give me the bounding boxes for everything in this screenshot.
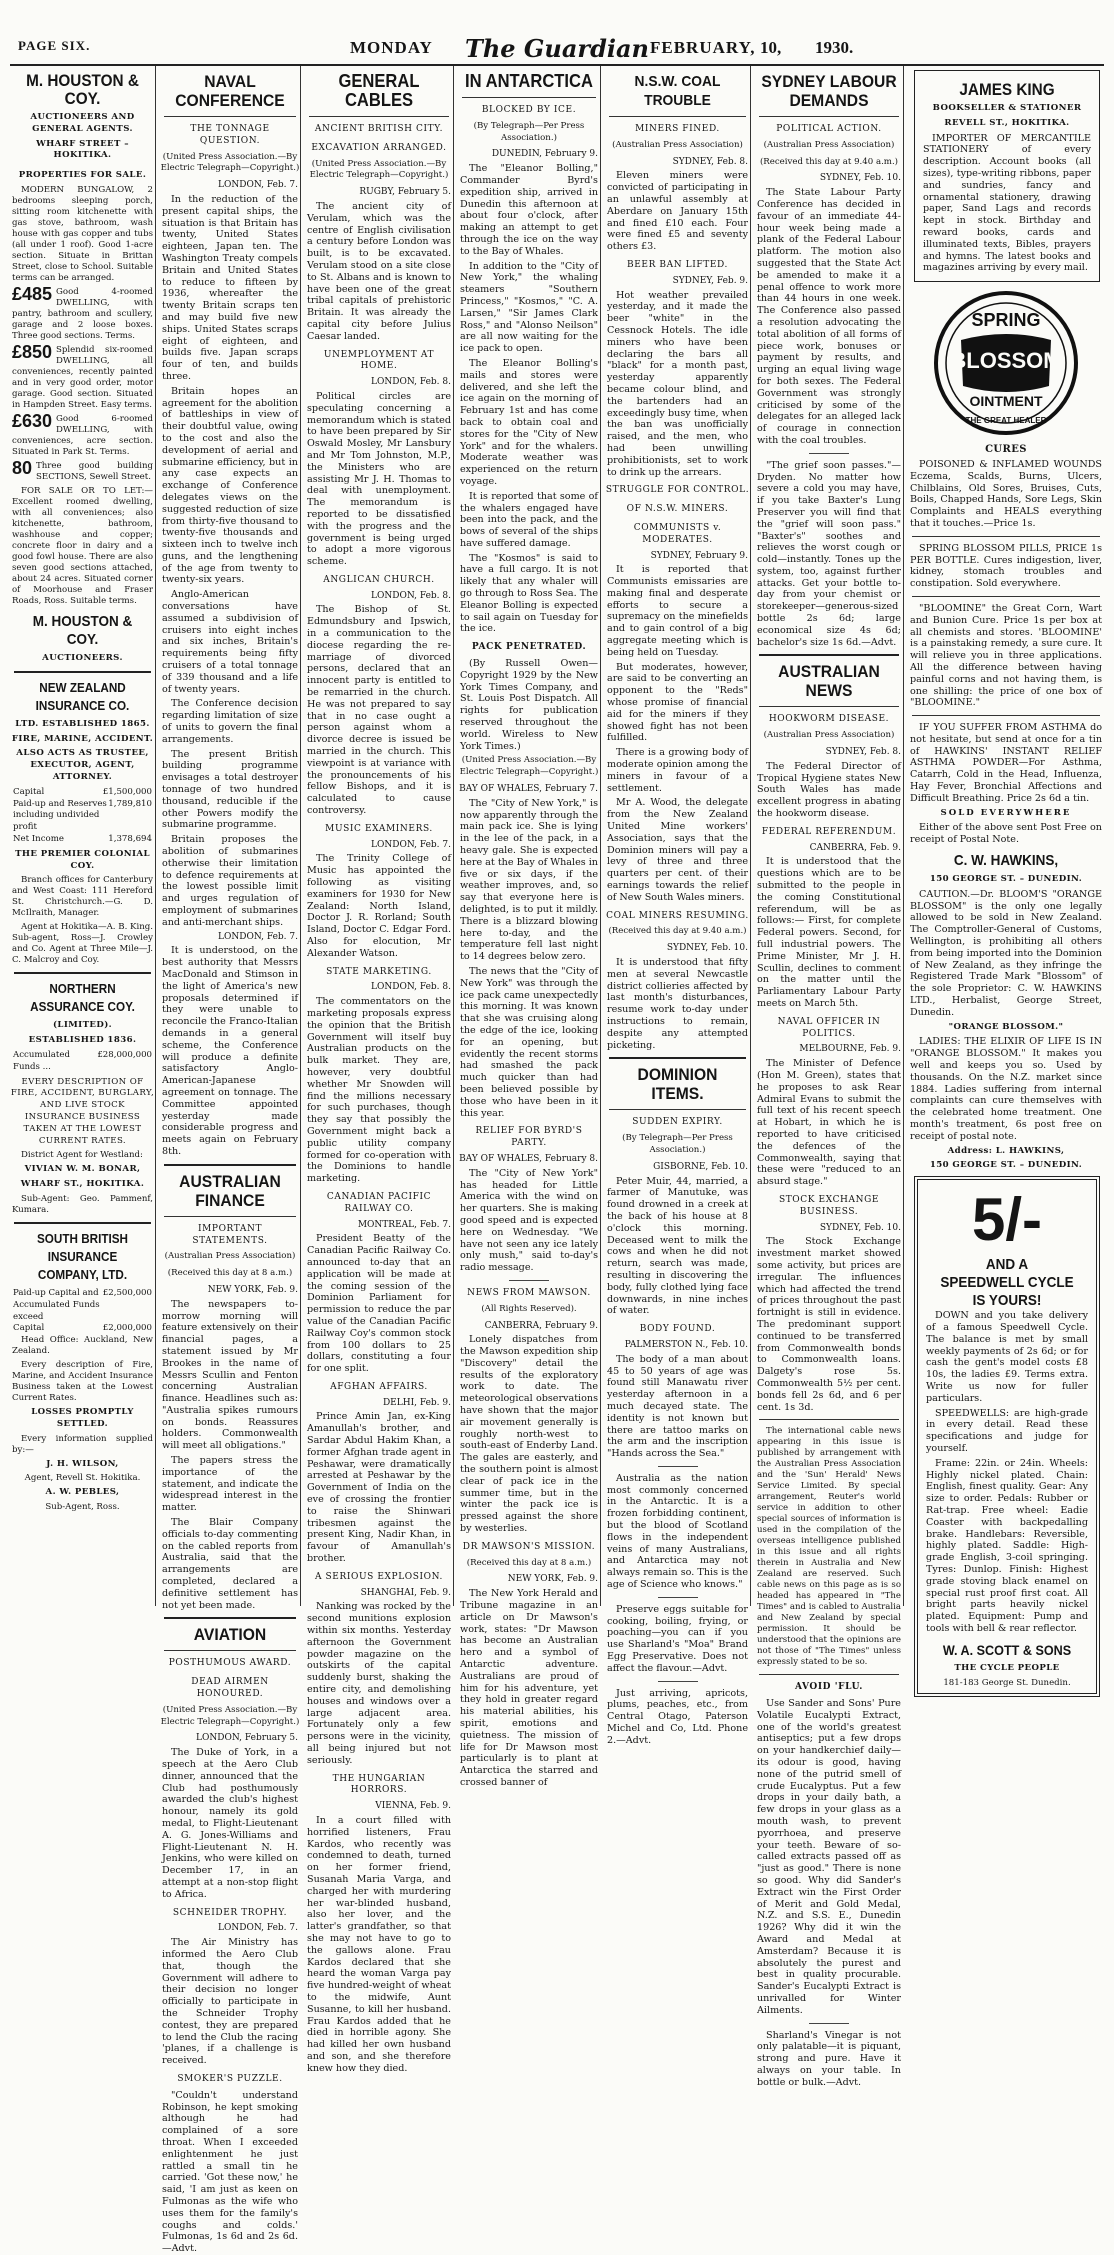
referendum-paragraph: It is understood that the questions which are to be submitted to the people in the coming Constitutional referendum, will be as follows:— First, for complete Federal powers. Second, for full industrial powers. The Prime Minister, Mr J. H. Scullin, declines to comment on the matter until the Parliamentary Labour Party meets on March 5th. <box>757 856 901 1009</box>
miners-fined-subhead: MINERS FINED. <box>635 124 720 134</box>
anglican-subhead: ANGLICAN CHURCH. <box>323 574 435 585</box>
cpr-dateline: MONTREAL, Feb. 7. <box>357 1219 451 1230</box>
aviation-headline: AVIATION <box>193 1625 267 1645</box>
coal-resuming-subhead: COAL MINERS RESUMING. <box>606 910 749 921</box>
caution-text: CAUTION.—Dr. BLOOM'S "ORANGE BLOSSOM" is the only one legally allowed to be sold in New Zealand. The Comptroller-General of Customs, Wellington, is prohibiting all others from being imported into the Dominion of New Zealand, as they infringe the Registered Trade Mark "Blossom" of the sole Proprietor: C. W. HAWKINS LTD., Herbalist, George Street, Dunedin. <box>910 888 1102 1018</box>
music-paragraph: The Trinity College of Music has appointed the following as visiting examiners for 1930 for New Zealand: North Island, Doctor J. R. Rorland; South Island, Doctor C. Edgar Ford. Also for elocution, Mr Alexander Watson. <box>307 853 451 959</box>
bungalow-listing: MODERN BUNGALOW, 2 bedrooms sleeping porch, sitting room kitchenette with gas stove, bathroom, wash house with gas copper and tubs (all under 1 roof). Good 1-acre section. Situate in Brittan Street, close to School. Suitable terms can be arranged. <box>12 184 153 283</box>
northern-description: EVERY DESCRIPTION OF FIRE, ACCIDENT, BURGLARY, AND LIVE STOCK INSURANCE BUSINESS TAKEN AT THE LOWEST CURRENT RATES. <box>10 1076 155 1146</box>
branch-offices: Branch offices for Canterbury and West Coast: 111 Hereford St. Christchurch.—G. D. McIlraith, Manager. <box>12 875 153 919</box>
baxters-ad: "The grief soon passes."—Dryden. No matter how severe a cold you may have, if you take Baxter's Lung Preserver you will find that the "grief will soon pass." "Baxter's" soothes and relieves the worst cough or cold—instantly. Tones up the system, too, against further attacks. Get your bottle to-day from your chemist or storekeeper—generous-sized bottle 2s 6d; large economical size 4s 6d; bachelor's size 1s 6d.—Advt. <box>757 459 901 648</box>
coal-resuming-paragraph: It is understood that fifty men at several Newcastle district collieries affected by last month's disturbances, resume work to-day under instructions to remain, despite any attempted picketing. <box>607 957 748 1051</box>
antarctica-headline: IN ANTARCTICA <box>465 71 593 91</box>
unemployment-dateline: LONDON, Feb. 8. <box>371 377 451 388</box>
pebles-role: Sub-Agent, Ross. <box>45 1502 120 1513</box>
gisborne-dateline: GISBORNE, Feb. 10. <box>653 1161 748 1172</box>
avoid-flu-subhead: AVOID 'FLU. <box>795 1682 863 1693</box>
naval-paragraph-7: It is understood, on the best authority that Messrs MacDonald and Stimson in the light of America's new proposals determined if they were unable to reconcile the Franco-Italian demands in a general scheme, the Conference will produce a definite satisfactory Anglo-American-Japanese agreement on tonnage. The Committee appointed yesterday made considerable progress and meets again on February 8th. <box>162 945 298 1157</box>
finance-subhead: IMPORTANT STATEMENTS. <box>192 1223 268 1246</box>
finance-dateline: NEW YORK, Feb. 9. <box>207 1284 298 1295</box>
schneider-subhead: SCHNEIDER TROPHY. <box>172 1907 288 1918</box>
orange-blossom-heading: "ORANGE BLOSSOM." <box>948 1021 1064 1032</box>
spring-blossom-emblem <box>931 288 1081 438</box>
capital2-row <box>13 1323 152 1335</box>
dominion-items-headline: DOMINION ITEMS. <box>637 1065 718 1104</box>
reserves-value: 1,789,810 <box>108 798 152 809</box>
anglican-paragraph: The Bishop of St. Edmundsbury and Ipswich, in a communication to the diocese regarding the re-marriage of divorced persons, declared that an innocent party is entitled to be remarried in the church. He was not prepared to say that in no case ought a person against whom a divorce decree is issued be married in the church. This viewpoint is at variance with the pronouncements of his fellow Bishops, and it is calculated to cause controversy. <box>307 604 451 817</box>
capital-value: £1,500,000 <box>102 786 152 797</box>
james-king-address: REVELL ST., HOKITIKA. <box>944 117 1070 128</box>
mawson-paragraph: Lonely dispatches from the Mawson expedition ship "Discovery" detail the results of the exploratory work to date. The meteorological observations have shown that the major air movement generally is roughly north-west to south-east of Enderby Land. The gales are easterly, and the southern point is almost clear of pack ice in the summer time, but in the winter the pack ice is pressed against the shore by westerlies. <box>460 1334 598 1535</box>
schneider-paragraph: The Air Ministry has informed the Aero Club that, though the Government will adhere to their decision no longer officially to participate in the Schneider Trophy contest, they are prepared to lend the Club the racing 'planes, if a challenge is received. <box>162 1937 298 2067</box>
referendum-dateline: CANBERRA, Feb. 9. <box>809 842 901 853</box>
reserves-row <box>13 799 152 834</box>
aviation-subhead-2: DEAD AIRMEN HONOURED. <box>191 1677 269 1700</box>
state-marketing-subhead: STATE MARKETING. <box>326 966 432 977</box>
vinegar-ad: Sharland's Vinegar is not only palatable—it is piquant, strong and pure. Have it always on your table. In bottle or bulk.—Advt. <box>757 2029 901 2088</box>
explosion-subhead: A SERIOUS EXPLOSION. <box>314 1571 444 1582</box>
listing-630-text: Good 6-roomed DWELLING, with conveniences, acre section. Situated in Park St. Terms. <box>12 413 153 457</box>
masthead-day: MONDAY <box>350 38 433 57</box>
hungarian-subhead: THE HUNGARIAN HORRORS. <box>332 1773 426 1796</box>
emblem-mid-text: BLOSSOM <box>950 348 1062 374</box>
district-agent: District Agent for Westland: <box>21 1150 143 1161</box>
price-80: 80 <box>12 457 33 478</box>
page-number: PAGE SIX. <box>18 38 91 53</box>
naval-officer-paragraph: The Minister of Defence (Hon M. Green), states that he proposes to ask Rear Admiral Evans to submit the full text of his recent speech at Hobart, in which he is reported to have criticised the defences of the Commonwealth, saying that these were "reduced to an absurd stage." <box>757 1058 901 1188</box>
finance-paragraph-3: The Blair Company officials to-day commenting on the cabled reports from Australia, said that the arrangements are completed, declared a definitive settlement has not yet been made. <box>162 1517 298 1611</box>
finance-paragraph-1: The newspapers to-morrow morning will feature extensively on their financial pages, a statement issued by Mr Brookes in the name of Messrs Scullin and Fenton concerning Australian finance. Headlines such as: "Australia spikes rumours on bonds. Reassures holders. Commonwealth will meet all obligations." <box>162 1298 298 1452</box>
naval-officer-subhead: NAVAL OFFICER IN POLITICS. <box>777 1016 881 1039</box>
anglican-dateline: LONDON, Feb. 8. <box>371 590 451 601</box>
state-marketing-dateline: LONDON, Feb. 8. <box>371 982 451 993</box>
properties-heading: PROPERTIES FOR SALE. <box>18 170 147 181</box>
afghan-subhead: AFGHAN AFFAIRS. <box>330 1381 428 1392</box>
bay-dateline: BAY OF WHALES, February 7. <box>459 784 598 795</box>
stock-exchange-dateline: SYDNEY, Feb. 10. <box>819 1222 901 1233</box>
bonar-address: WHARF ST., HOKITIKA. <box>20 1179 145 1190</box>
hookworm-paragraph: The Federal Director of Tropical Hygiene states New South Wales has made excellent progress in abating the hookworm disease. <box>757 760 901 820</box>
sold-everywhere: SOLD EVERYWHERE <box>940 807 1072 818</box>
houston-subtitle: AUCTIONEERS AND GENERAL AGENTS. <box>30 112 135 134</box>
beer-ban-paragraph: Hot weather prevailed yesterday, and it made the beer "white" in the Cessnock Hotels. The idle miners who have been declaring the bars all "black" for a month past, yesterday apparently became colour blind, and the bartenders had an exceedingly busy time, when the ban was unofficially raised, and the men, who had been unwilling prohibitionists, set to work to drink up the arrears. <box>607 289 748 478</box>
naval-paragraph-1: In the reduction of the present capital ships, the situation is that Britain has twenty, United States eighteen, Japan ten. The Washington Treaty compels Britain and United States to reduce to fifteen by 1936, whereafter the twenty Britain scraps ten and may build five new ships. United States scraps eight of eighteen, and builds five. Japan scraps four of ten, and builds three. <box>162 193 298 382</box>
houston-address: WHARF STREET – HOKITIKA. <box>36 138 129 161</box>
naval-conference-headline: NAVAL CONFERENCE <box>175 72 285 110</box>
communists-dateline: SYDNEY, February 9. <box>650 550 748 561</box>
state-marketing-paragraph: The commentators on the marketing proposals express the opinion that the British Government will itself buy Australian products on the bulk market. They are, however, very doubtful whether Mr Snowden will find the millions necessary for such purchases, though they say that possibly the Government might back a public utility company formed for co-operation with the Dominions to handle marketing. <box>307 996 451 1185</box>
listing-485 <box>10 283 155 345</box>
afghan-paragraph: Prince Amin Jan, ex-King Amanullah's brother, and Sardar Abdul Hakim Khan, a former Afghan trade agent in Peshawar, were dramatically arrested at Peshawar by the Government of India on the eve of crossing the frontier to raise the Shinwari tribesmen against the present King, Nadir Khan, in favour of Amanullah's brother. <box>307 1411 451 1565</box>
dr-mawson-dateline: NEW YORK, Feb. 9. <box>507 1574 598 1585</box>
naval-dateline-2: LONDON, Feb. 7. <box>218 931 298 942</box>
blossom-pills-text: SPRING BLOSSOM PILLS, PRICE 1s PER BOTTLE. Cures indigestion, liver, kidney, stomach troubles and constipation. Sold everywhere. <box>910 542 1102 590</box>
mawson-dateline: CANBERRA, February 9. <box>484 1320 598 1331</box>
hungarian-dateline: VIENNA, Feb. 9. <box>375 1801 451 1812</box>
naval-dateline-1: LONDON, Feb. 7. <box>218 180 298 191</box>
antarctica-paragraph-2: In addition to the "City of New York," the whaling steamers "Southern Princess," "Kosmos," "C. A. Larsen," "Sir James Clark Ross," and "Alonso Neilson" are all now waiting for the ice pack to open. <box>460 260 598 355</box>
dominion-source: (By Telegraph—Per Press Association.) <box>622 1133 733 1155</box>
dr-mawson-paragraph: The New York Herald and Tribune magazine in an article on Dr Mawson's work, states: "Dr Mawson has become an Australian hero and a symbol of Antarctic adventure. Australians are proud of him for his adventure, yet they hold in greater regard his material abilities, his spirit, emotions and quietness. The mission of life for Dr Mawson most particularly is to plant at Antarctica the starred and crossed banner of <box>460 1588 598 1788</box>
music-subhead: MUSIC EXAMINERS. <box>325 823 433 834</box>
reserves-label: Paid-up and Reserves including undivided profit <box>13 798 107 833</box>
northern-assurance-title: NORTHERN ASSURANCE COY. <box>30 981 135 1015</box>
schneider-dateline: LONDON, Feb. 7. <box>218 1923 298 1934</box>
column-naval-finance <box>160 66 301 2255</box>
nz-insurance-title: NEW ZEALAND INSURANCE CO. <box>35 679 130 713</box>
coal-trouble-headline: N.S.W. COAL TROUBLE <box>634 73 721 109</box>
masthead-month: FEBRUARY, <box>650 38 756 57</box>
mawson-subhead: NEWS FROM MAWSON. <box>467 1287 591 1298</box>
listing-850 <box>10 341 155 414</box>
james-king-text: IMPORTER OF MERCANTILE STATIONERY of every description. Account books (all sizes), type-writing ribbons, paper and sundries, fancy and ornamental stationery, drawing paper, Sand Lags and records kept in stock. Birthday and reward books, cards and illuminated texts, Bibles, prayers and hymns. The latest books and magazines arriving by every mail. <box>923 132 1091 274</box>
pack-source-2: (United Press Association.—By Electric Telegraph—Copyright.) <box>459 755 599 778</box>
listing-80 <box>10 457 155 486</box>
antarctica-paragraph-1: The "Eleanor Bolling," Commander Byrd's expedition ship, arrived in Dunedin this afternoon at about four o'clock, after making an attempt to get through the ice on the way to the Bay of Whales. <box>460 163 598 257</box>
james-king-subtitle: BOOKSELLER & STATIONER <box>932 103 1082 113</box>
referendum-subhead: FEDERAL REFERENDUM. <box>761 826 897 837</box>
listing-80-text: Three good building SECTIONS, Sewell Street. <box>36 460 153 482</box>
cable-news-notice: The international cable news appearing in this issue is published by arrangement with the Australian Press Association and the 'Sun' Herald' News Service Limited. By special arrangement, Reuter's world service in addition to other special sources of information is used in the compilation of the overseas intelligence published in this issue and all rights therein in Australia and New Zealand are reserved. Such cable news on this page as is so headed has appeared in "The Times" and is cabled to Australia and New Zealand by special permission. It should be understood that the opinions are not those of "The Times" unless expressly stated to be so. <box>757 1426 901 1668</box>
antarctica-source: (By Telegraph—Per Press Association.) <box>473 120 585 143</box>
communists-paragraph-2: But moderates, however, are said to be converting an opponent to the "Reds" whose promise of financial aid for the miners if they showed fight has not been fulfilled. <box>607 661 748 744</box>
naval-paragraph-2: Britain hopes an agreement for the abolition of battleships in view of their doubtful value, owing to the cost and also the development of aerial and submarine efficiency, but in any case expects an exchange of Conference delegates views on the suggested reduction of size from thirty-five thousand to twenty-five thousands and sixteen inch to twelve inch guns, and the lengthening of the age from twenty to twenty-six years. <box>162 385 298 586</box>
scott-address: 181-183 George St. Dunedin. <box>943 1677 1071 1688</box>
scott-sons-name: W. A. SCOTT & SONS <box>942 1641 1072 1658</box>
egg-preservative-ad: Preserve eggs suitable for cooking, boiling, frying, or poaching—you can if you use Sharland's "Moa" Brand Egg Preservative. Does not affect the flavour.—Advt. <box>607 1603 748 1674</box>
relief-subhead: RELIEF FOR BYRD'S PARTY. <box>475 1126 583 1149</box>
australia-antarctic-paragraph: Australia as the nation most commonly concerned in the Antarctic. It is a frozen forbidding continent, but the blood of Scotland flows in the independent veins of many Australians, and Antarctica may not always remain so. This is the age of Science who knows." <box>607 1472 748 1591</box>
relief-dateline: BAY OF WHALES, February 8. <box>459 1153 598 1164</box>
speedwell-cycle-text: SPEEDWELL CYCLE <box>940 1274 1074 1292</box>
coal-resuming-dateline: SYDNEY, Feb. 10. <box>666 943 748 954</box>
column-ads-right <box>908 66 1104 1688</box>
eucalypti-ad: Use Sander and Sons' Pure Volatile Eucalypti Extract, one of the world's greatest antiseptics; put a few drops on your handkerchief daily—its odour is good, having none of the putrid smell of crude Eucalyptus. Put a few drops in your daily bath, a few drops in your glass as a mouth wash, to prevent pyorrhoea, and preserve your teeth. Beware of so-called extracts passed off as "just as good." There is none so good. Why did Sander's Extract win the First Order of Merit and Gold Medal, N.Z. and S.S. E., Dunedin 1926? Why did it win the Award and Medal at Amsterdam? Because it is absolutely the purest and best in quality procurable. Sander's Eucalypti Extract is unrivalled for Winter Ailments. <box>757 1698 901 2016</box>
hawkins-address: 150 GEORGE ST. – DUNEDIN. <box>929 874 1083 885</box>
sudden-expiry-subhead: SUDDEN EXPIRY. <box>632 1117 723 1128</box>
cables-source: (United Press Association.—By Electric Telegraph—Copyright.) <box>309 158 449 181</box>
nz-insurance-agents: Agent at Hokitika—A. B. King. Sub-agent, Ross—J. Crowley and Co. Agent at Three Mile—J. C. Malcroy and Coy. <box>12 922 153 966</box>
unemployment-subhead: UNEMPLOYMENT AT HOME. <box>323 349 435 372</box>
antarctica-paragraph-4: It is reported that some of the whalers engaged have been into the pack, and the bows of several of the ships have suffered damage. <box>460 490 598 549</box>
column-ads-left <box>10 66 156 1606</box>
finance-paragraph-2: The papers stress the importance of the statement, and indicate the widespread interest in the matter. <box>162 1455 298 1514</box>
australian-finance-headline: AUSTRALIAN FINANCE <box>179 1171 281 1210</box>
beer-ban-subhead: BEER BAN LIFTED. <box>627 259 728 270</box>
political-paragraph: The State Labour Party Conference has decided in favour of an immediate 44-hour week being made a plank of the Federal Labour platform. The motion also suggested that the State Act be amended to make it a penal offence to work more than 44 hours in one week. The Conference also passed a resolution advocating the total abolition of all forms of piece work, bonuses or payment by results, and urging an equal living wage for both sexes. The Federal Government was strongly criticised by some of the delegates for an alleged lack of courage in connection with the coal troubles. <box>757 187 901 446</box>
newspaper-title: The Guardian <box>465 34 649 63</box>
finance-received: (Received this day at 8 a.m.) <box>167 1268 293 1279</box>
emblem-ribbon-text: THE GREAT HEALER <box>965 416 1047 426</box>
aviation-source: (United Press Association.—By Electric Telegraph—Copyright.) <box>160 1704 300 1727</box>
listing-485-text: Good 4-roomed DWELLING, with pantry, bathroom and scullery, garage and 2 loose boxes. Three good sections. Terms. <box>12 286 153 341</box>
wilson-name: J. H. WILSON, <box>46 1458 119 1469</box>
price-850: £850 <box>12 341 53 362</box>
funds-label: Accumulated Funds ... <box>13 1049 70 1072</box>
hookworm-dateline: SYDNEY, Feb. 8. <box>825 747 901 758</box>
cures-text: POISONED & INFLAMED WOUNDS Eczema, Scalds, Burns, Ulcers, Chilblains, Old Sores, Bruises, Cuts, Boils, Chapped Hands, Sore Legs, Skin Complaints and HEALS everything that it touches.—Price 1s. <box>910 458 1102 529</box>
rugby-paragraph: The ancient city of Verulam, which was the centre of English civilisation a century before London was built, is to be excavated. Verulam stood on a site close to St. Albans and is known to have been one of the great tribal capitals of prehistoric Britain. It was already the capital city before Julius Caesar landed. <box>307 200 451 342</box>
south-british-description: Every description of Fire, Marine, and Accident Insurance Business taken at the Lowest Current Rates. <box>12 1360 153 1404</box>
dr-mawson-subhead: DR MAWSON'S MISSION. <box>462 1541 596 1552</box>
coal-resuming-received: (Received this day at 9.40 a.m.) <box>608 926 747 937</box>
aviation-dateline: LONDON, February 5. <box>196 1733 298 1744</box>
excavation-subhead: EXCAVATION ARRANGED. <box>311 142 447 153</box>
northern-limited: (LIMITED). <box>52 1020 113 1031</box>
head-office: Head Office: Auckland, New Zealand. <box>12 1335 153 1357</box>
australian-news-headline: AUSTRALIAN NEWS <box>778 662 880 701</box>
paidup-row <box>13 1288 152 1323</box>
capital-row <box>13 787 152 799</box>
beer-ban-dateline: SYDNEY, Feb. 9. <box>672 275 748 286</box>
column-general-cables <box>305 66 454 2074</box>
smoker-subhead: SMOKER'S PUZZLE. <box>177 2073 283 2084</box>
listing-850-text: Splendid six-roomed DWELLING, all conveniences, recently painted and in very good order, motor garage. Good section. Situated in Hampden Street. Easy terms. <box>12 344 153 410</box>
capital2-label: Capital <box>13 1323 45 1334</box>
stock-exchange-paragraph: The Stock Exchange investment market showed some activity, but prices are irregular. The influences which had affected the trend of prices throughout the past fortnight is still in evidence. The predominant support continued to be transferred from Commonwealth bonds to Commonwealth loans. Dalgety's rose 5s. Commonwealth 5½ per cent. bonds fell 2s 6d, and 6 per cent. 1s 3d. <box>757 1236 901 1413</box>
finance-source: (Australian Press Association) <box>164 1251 296 1262</box>
tonnage-subhead: THE TONNAGE QUESTION. <box>190 124 270 146</box>
relief-paragraph: The "City of New York" has headed for Little America with the wind on her quarters. She is making good speed and is expected here on Wednesday. "We have not seen any ice lately only mush," said to-day's radio message. <box>460 1167 598 1274</box>
hawkins-address-2: 150 GEORGE ST. – DUNEDIN. <box>929 1160 1083 1171</box>
political-action-subhead: POLITICAL ACTION. <box>776 124 882 134</box>
masthead <box>10 34 1104 66</box>
naval-paragraph-3: Anglo-American conversations have assumed a subdivision of cruisers into eight inches and six inches, Britain's requirements being fifty cruisers of a total tonnage of 339 thousand and a life of twenty years. <box>162 589 298 695</box>
funds-value: £28,000,000 <box>97 1049 152 1060</box>
pack-source: (By Russell Owen—Copyright 1929 by the New York Times Company, and St. Louis Post Dispatch. All rights for publication reserved throughout the world. Wireless to New York Times.) <box>460 658 598 752</box>
afghan-dateline: DELHI, Feb. 9. <box>382 1397 451 1408</box>
funds-row <box>13 1050 152 1074</box>
naval-paragraph-4: The Conference decision regarding limitation of size of units to govern the final arrangements. <box>162 698 298 745</box>
political-received: (Received this day at 9.40 a.m.) <box>759 156 899 167</box>
northern-subagent: Sub-Agent: Geo. Pammenf, Kumara. <box>12 1193 153 1215</box>
ancient-city-subhead: ANCIENT BRITISH CITY. <box>314 124 444 134</box>
naval-paragraph-6: Britain proposes the abolition of submarines otherwise their limitation to defence requirements at the lowest possible limit and urges regulation of employment of submarines and anti-merchant ships. <box>162 834 298 928</box>
stock-exchange-subhead: STOCK EXCHANGE BUSINESS. <box>778 1194 880 1217</box>
masthead-year: 1930. <box>815 38 854 57</box>
speedwells-intro: SPEEDWELLS: are high-grade in every detail. Read these specifications and judge for yourself. <box>926 1407 1088 1454</box>
dunedin-dateline: DUNEDIN, February 9. <box>491 149 598 160</box>
struggle-subhead: STRUGGLE FOR CONTROL. <box>605 485 750 496</box>
fruit-arriving-ad: Just arriving, apricots, plums, peaches, etc., from Central Otago, Paterson Michel and Co, Ltd. Phone 2.—Advt. <box>607 1687 748 1746</box>
james-king-title: JAMES KING <box>959 80 1055 99</box>
information-supplied: Every information supplied by:— <box>12 1433 153 1455</box>
nz-insurance-established: LTD. ESTABLISHED 1865. <box>15 718 150 729</box>
column-sydney-labour <box>755 66 904 2088</box>
speedwell-ad <box>914 1176 1100 1696</box>
blocked-subhead: BLOCKED BY ICE. <box>481 105 577 115</box>
wilson-role: Agent, Revell St. Hokitika. <box>24 1473 141 1484</box>
nz-insurance-trustee: ALSO ACTS AS TRUSTEE, EXECUTOR, AGENT, ATTORNEY. <box>16 748 149 782</box>
music-dateline: LONDON, Feb. 7. <box>371 839 451 850</box>
palmerston-paragraph: The body of a man about 45 to 50 years of age was found still Manawatu river yesterday afternoon in a much decayed state. The identity is not known but there are tattoo marks on the arm and the inscription "Hands across the Sea." <box>607 1353 748 1460</box>
ladies-text: LADIES: THE ELIXIR OF LIFE IS IN "ORANGE BLOSSOM." It makes you well and keeps you so. Used by thousands. On the N.Z. market since 1884. Ladies suffering from internal complaints can cure themselves with the celebrated home treatment. One month's treatment, 6s post free on receipt of postal note. <box>910 1036 1102 1142</box>
and-a-text: AND A <box>985 1256 1029 1274</box>
post-free-text: Either of the above sent Post Free on receipt of Postal Note. <box>910 822 1102 846</box>
northern-established: ESTABLISHED 1836. <box>28 1035 137 1046</box>
bloomine-text: "BLOOMINE" the Great Corn, Wart and Bunion Cure. Price 1s per box at all chemists and stores. 'BLOOMINE' is a painstaking remedy, a sure cure. It will relieve you in three applications. All the difference between having painful corns and not having them, is one shilling: the price of one box of "BLOOMINE." <box>910 602 1102 709</box>
is-yours-text: IS YOURS! <box>972 1292 1042 1310</box>
communists-paragraph-4: Mr A. Wood, the delegate from the New Zealand United Mine workers' Association, says that the Dominion miners will pay a levy of three and three quarters per cent. of their earnings towards the relief of New South Wales miners. <box>607 797 748 903</box>
listing-630 <box>10 410 155 461</box>
sale-or-let: FOR SALE OR TO LET:—Excellent roomed dwelling, with all conveniences; also kitchenette, bathroom, washhouse and copper; concrete floor in dairy and a good fowl house. There are also seven good sections attached, about 24 acres. Situated corner of Moorhouse and Fraser Roads, Ross. Suitable terms. <box>12 485 153 606</box>
emblem-top-text: SPRING <box>971 310 1041 331</box>
dr-mawson-received: (Received this day at 8 a.m.) <box>466 1557 592 1568</box>
aviation-subhead: POSTHUMOUS AWARD. <box>168 1658 292 1669</box>
losses-settled: LOSSES PROMPTLY SETTLED. <box>31 1407 134 1429</box>
general-cables-headline: GENERAL CABLES <box>338 71 420 110</box>
price-630: £630 <box>12 410 53 431</box>
price-485: £485 <box>12 283 53 304</box>
antarctica-paragraph-5: The "Kosmos" is said to have a full cargo. It is not likely that any whaler will go through to Ross Sea. The Eleanor Bolling is expected to sail again on Tuesday for the ice. <box>460 552 598 635</box>
column-coal-trouble <box>605 66 751 1746</box>
pebles-name: A. W. PEBLES, <box>45 1487 120 1498</box>
explosion-paragraph: Nanking was rocked by the second munitions explosion within six months. Yesterday afternoon the Government powder magazine on the outskirts of the capital suddenly burst, shaking the entire city, and demolishing houses and windows over a large adjacent area. Fortunately only a few persons were in the vicinity, all being injured but not seriously. <box>307 1601 451 1766</box>
income-row <box>13 834 152 846</box>
explosion-dateline: SHANGHAI, Feb. 9. <box>360 1587 451 1598</box>
paidup-value: £2,500,000 <box>102 1287 152 1298</box>
miners-fined-paragraph: Eleven miners were convicted of participating in an unlawful assembly at Aberdare on January 15th and fined £10 each. Four were fined £5 and seventy others £3. <box>607 170 748 253</box>
naval-source: (United Press Association.—By Electric Telegraph—Copyright.) <box>160 151 300 174</box>
mawson-rights: (All Rights Reserved). <box>481 1303 577 1314</box>
bay-paragraph-1: The "City of New York," is now apparently through the main pack ice. She is lying in the lee of the pack, in a heavy gale. She is expected here at the Bay of Whales in five or six days, if the weather improves, and, so say that everyone here is delighted, is to put it mildly. There is a blizzard blowing here to-day, and the temperature fell last night to 14 degrees below zero. <box>460 797 598 963</box>
struggle-subhead-2: OF N.S.W. MINERS. <box>626 504 729 515</box>
five-shillings: 5/- <box>971 1186 1043 1254</box>
communists-paragraph-1: It is reported that Communists emissaries are making final and desperate efforts to secure a supremacy on the minefields and to gain control of a big aggregate meeting which is being held on Tuesday. <box>607 564 748 658</box>
capital-label: Capital <box>13 786 45 797</box>
income-label: Net Income <box>13 833 64 844</box>
communists-paragraph-3: There is a growing body of moderate opinion among the miners in favour of a settlement. <box>607 747 748 794</box>
hookworm-source: (Australian Press Association) <box>763 730 895 741</box>
hookworm-subhead: HOOKWORM DISEASE. <box>768 714 890 725</box>
gisborne-paragraph: Peter Muir, 44, married, a farmer of Manutuke, was found drowned in a creek at the back of his house at 8 o'clock this morning. Deceased went to milk the cows and when he did not return, search was made, resulting in discovering the body, fully clothed lying face downwards, in nine inches of water. <box>607 1175 748 1317</box>
houston-title: M. HOUSTON & COY. <box>26 71 139 108</box>
unemployment-paragraph: Political circles are speculating concerning a memorandum which is stated to have been prepared by Sir Oswald Mosley, Mr Lansbury and Mr Tom Johnston, M.P., the Ministers who are assisting Mr J. H. Thomas to deal with unemployment. The memorandum is reported to be dissatisfied with the progress and the government is being urged to adopt a more vigorous scheme. <box>307 390 451 568</box>
communists-subhead: COMMUNISTS v. MODERATES. <box>633 522 722 545</box>
cycle-people: THE CYCLE PEOPLE <box>954 1662 1060 1673</box>
naval-paragraph-5: The present British building programme envisages a total destroyer tonnage of two hundred thousand, reducible if the other Powers modify the submarine programme. <box>162 748 298 831</box>
palmerston-dateline: PALMERSTON N., Feb. 10. <box>624 1339 748 1350</box>
hawkins-name: C. W. HAWKINS, <box>953 852 1059 870</box>
houston-auctioneers: AUCTIONEERS. <box>42 652 123 663</box>
cpr-paragraph: President Beatty of the Canadian Pacific Railway Co. announced to-day that an application will be made at the coming session of the Dominion Parliament for permission to reduce the par value of the Canadian Pacific Railway Coy's common stock from 100 dollars to 25 dollars, constituting a four for one split. <box>307 1233 451 1375</box>
political-dateline: SYDNEY, Feb. 10. <box>819 173 901 184</box>
premier-colonial: THE PREMIER COLONIAL COY. <box>15 848 150 871</box>
aviation-paragraph: The Duke of York, in a speech at the Aero Club dinner, announced that the Club had posthumously awarded the club's highest honour, namely its gold medal, to Flight-Lieutenant A. G. Jones-Williams and Flight-Lieutenant N. H. Jenkins, who were killed on December 17, in an attempt at a non-stop flight to Africa. <box>162 1747 298 1900</box>
bay-paragraph-2: The news that the "City of New York" was through the ice pack came unexpectedly this morning. It was known that she was cruising along the edge of the ice, looking for an opening, but evidently the recent storms had smashed the pack much quicker than had been believed possible by those who have been in it this year. <box>460 965 598 1119</box>
column-antarctica <box>458 66 601 1788</box>
smoker-paragraph: "Couldn't understand Robinson, he kept smoking although he had complained of a sore throat. When I exceeded enlightenment he just rattled a small tin he carried. 'Got these now,' he said, 'I am just as keen on Fulmonas as the wife who uses them for the family's coughs and colds.' Fulmonas, 1s 6d and 2s 6d.—Advt. <box>162 2089 298 2255</box>
cycle-specifications: Frame: 22in. or 24in. Wheels: Highly nickel plated. Chain: English, finest quality. Gear: Any size to order. Pedals: Rubber or Rat-trap. Free wheel: Eadie Coaster with backpedalling brake. Handlebars: Reversible, highly plated. Saddle: High-grade English, 3-coil springing. Tyres: Dunlop. Finish: Highest grade stoving black enamel on special rust proof first coat. All bright parts heavily nickel plated. Equipment: Pump and tools with bell & rear reflector. <box>926 1457 1088 1634</box>
antarctica-paragraph-3: The Eleanor Bolling's mails and stores were delivered, and she left the ice again on the morning of February 1st and has come back to obtain coal and stores for the "City of New York" and for the whalers. Moderate weather was experienced on the return voyage. <box>460 357 598 487</box>
income-value: 1,378,694 <box>108 833 152 844</box>
paidup-label: Paid-up Capital and Accumulated Funds exceed <box>13 1287 100 1322</box>
bonar-name: VIVIAN W. M. BONAR, <box>24 1164 141 1175</box>
masthead-date: 10, <box>760 38 782 57</box>
cpr-subhead: CANADIAN PACIFIC RAILWAY CO. <box>326 1191 432 1214</box>
political-source: (Australian Press Association) <box>763 139 895 150</box>
cures-heading: CURES <box>985 444 1027 456</box>
body-found-subhead: BODY FOUND. <box>639 1324 716 1335</box>
pack-subhead: PACK PENETRATED. <box>471 642 587 653</box>
naval-officer-dateline: MELBOURNE, Feb. 9. <box>799 1044 901 1055</box>
emblem-bottom-text: OINTMENT <box>969 393 1043 410</box>
miners-fined-dateline: SYDNEY, Feb. 8. <box>672 156 748 167</box>
asthma-text: IF YOU SUFFER FROM ASTHMA do not hesitate, but send at once for a tin of HAWKINS' INSTANT RELIEF ASTHMA POWDER—For Asthma, Catarrh, Cold in the Head, Influenza, Hay Fever, Bronchial Affections and Difficult Breathing. Price 2s 6d a tin. <box>910 722 1102 804</box>
james-king-ad <box>914 70 1100 282</box>
down-payment-text: DOWN and you take delivery of a famous Speedwell Cycle. The balance is met by small weekly payments of 2s 6d; or for cash the gent's model costs £8 10s, the ladies £9. Terms extra. Write us now for fuller particulars. <box>926 1310 1088 1404</box>
houston-title-2: M. HOUSTON & COY. <box>32 612 133 648</box>
sydney-labour-headline: SYDNEY LABOUR DEMANDS <box>761 72 897 110</box>
hungarian-paragraph: In a court filled with horrified listeners, Frau Kardos, who recently was condemned to death, turned on her former friend, Susanah Maria Varga, and charged her with murdering her war-blinded husband, also her lover, and the latter's grandfather, so that she may not have to go to the gallows alone. Frau Kardos declared that she heard the woman Varga pay five hundred-weight of wheat to the midwife, Aunt Susanne, to kill her husband. Frau Kardos added that he died in horrible agony. She had killed her own husband and son, and she therefore knew how they died. <box>307 1814 451 2074</box>
south-british-title: SOUTH BRITISH INSURANCE COMPANY, LTD. <box>36 1230 129 1282</box>
miners-fined-source: (Australian Press Association) <box>612 139 743 150</box>
capital2-value: £2,000,000 <box>102 1323 152 1334</box>
hawkins-address-label: Address: L. HAWKINS, <box>947 1145 1065 1156</box>
nz-insurance-lines: FIRE, MARINE, ACCIDENT. <box>11 733 154 744</box>
rugby-dateline: RUGBY, February 5. <box>359 187 451 198</box>
